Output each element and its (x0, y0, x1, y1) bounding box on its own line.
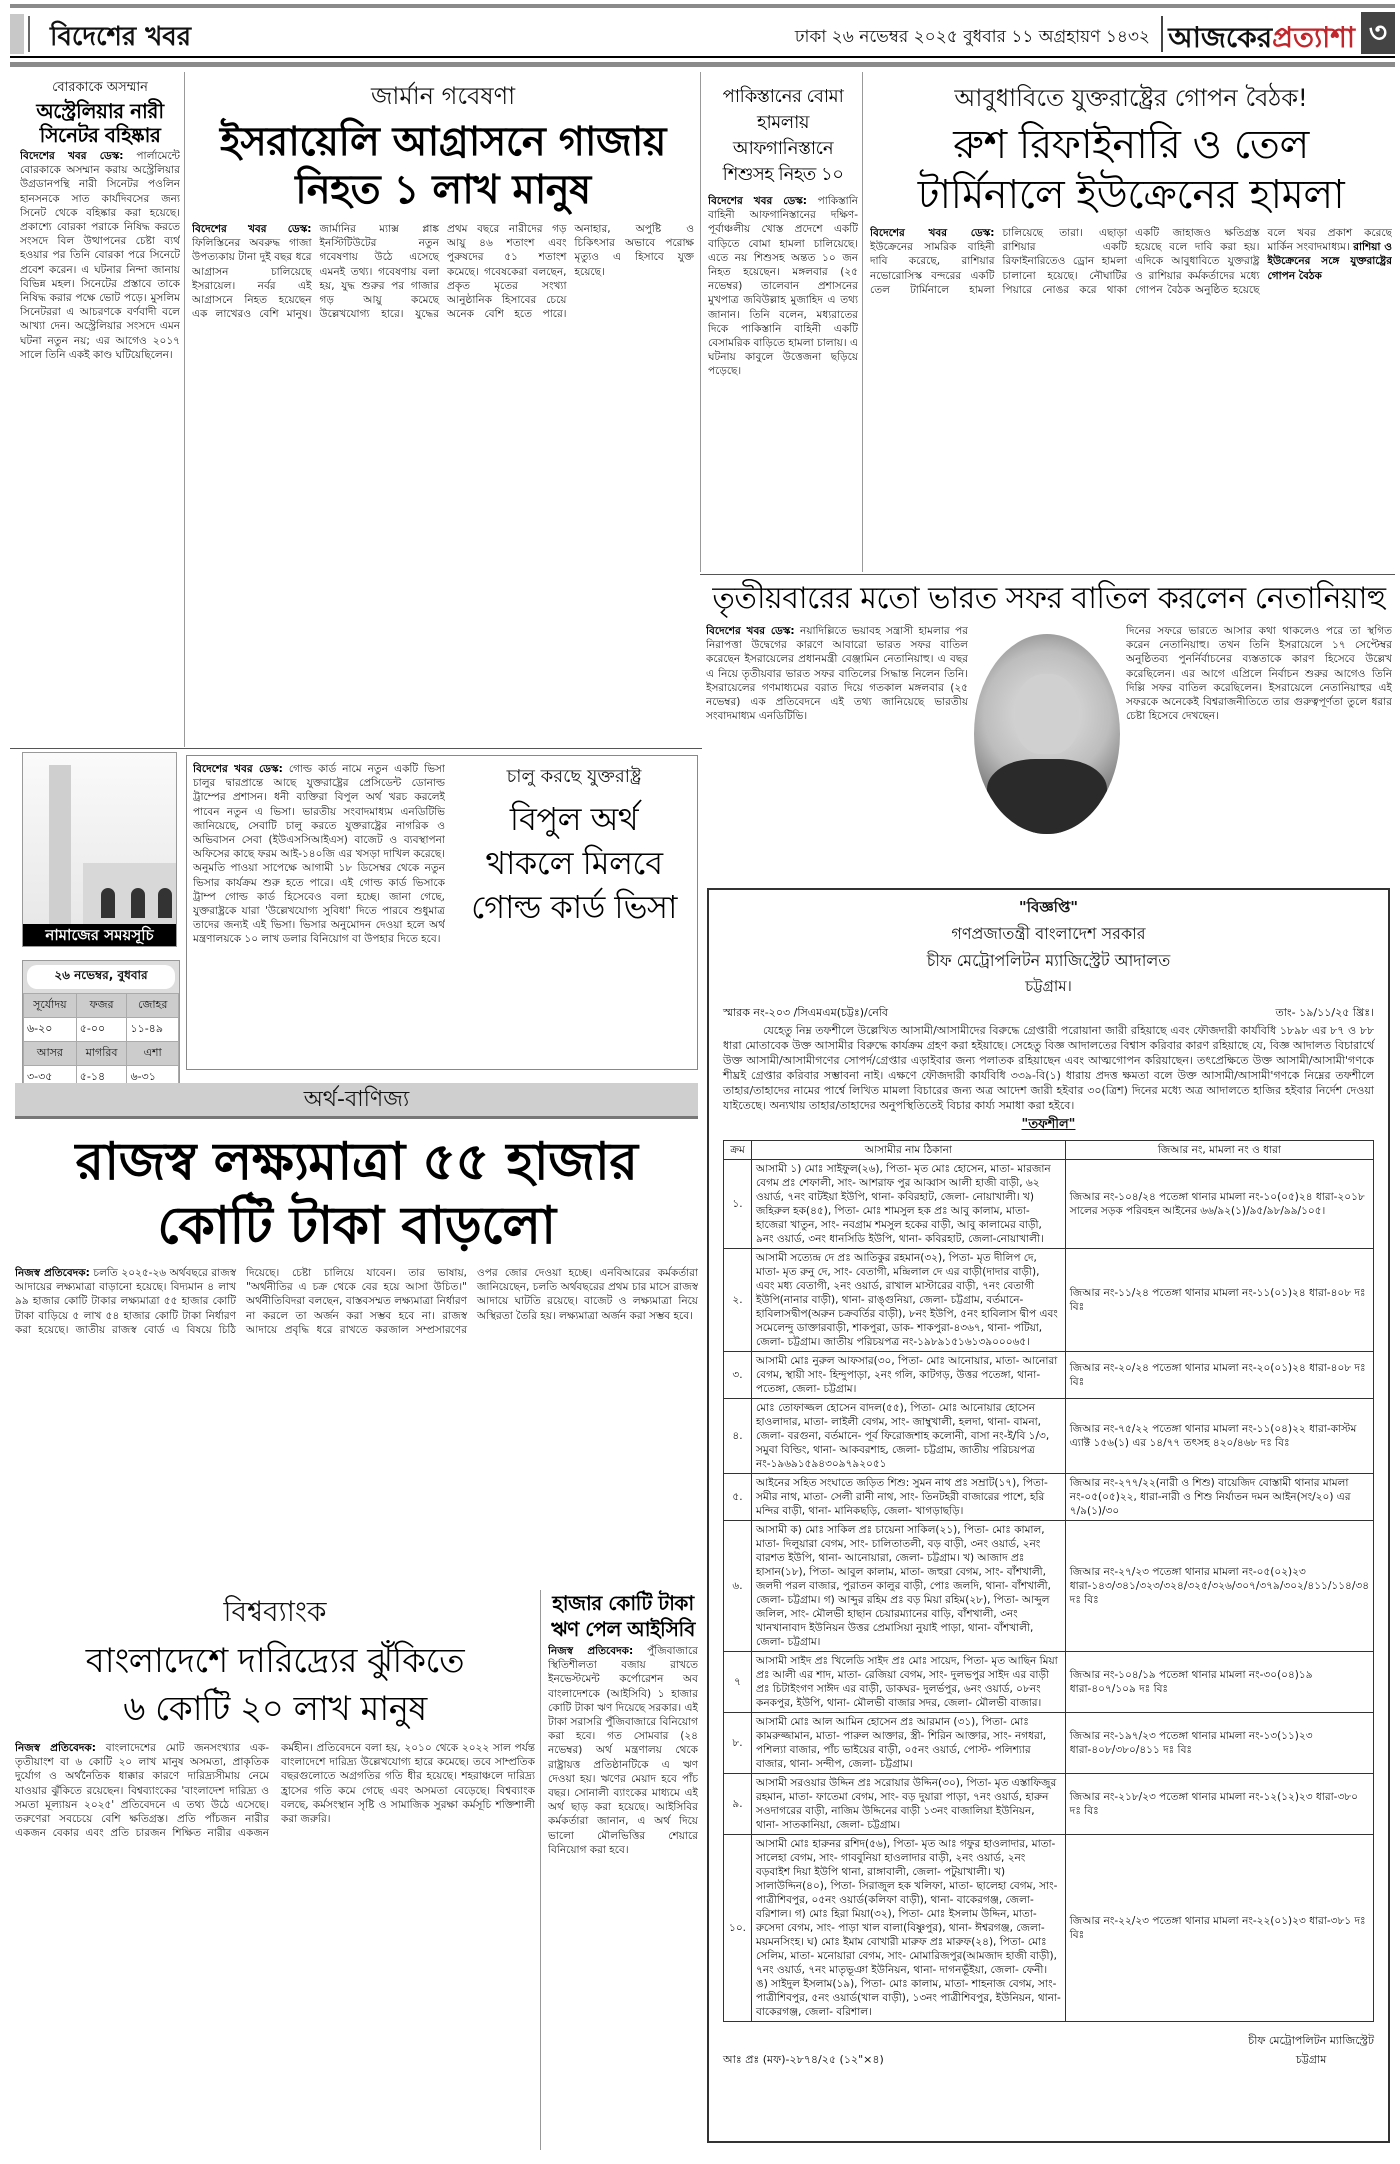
prayer-label: মাগরিব (76, 1042, 127, 1066)
prayer-time: ৬-৩১ (127, 1066, 179, 1090)
accused-details: আসামী সত্যেন্দ্র দে প্রঃ আতিকুর রহমান(৩২), পিতা- মৃত দীলিপ দে, মাতা- মৃত রুনু দে, সাং- বেতাগী, মন্দ্রিলাল দে এর বাড়ী(দাদার বাড়ী), এবং মধ্য বেতাগী, ২নং ওয়ার্ড, রাখাল মাস্টারের বাড়ী, ৭নং বেতাগী ইউপি(নানার বাড়ী), থানা- রাঙ্গুনিয়া, জেলা- চট্টগ্রাম, বর্তমানে- হাবিলাসদ্বীপ(অরুন চক্রবর্তির বাড়ী), ৮নং ইউপি, ৫নং হাবিলাস দ্বীপ এবং সমেলেন্দু ডাক্তারবাড়ী, শাকপুরা, ডাক- শাকপুরা-৪৩৬৭, থানা- পটিয়া, জেলা- চট্টগ্রাম। জাতীয় পরিচয়পত্র নং-১৯৮৯১৫১৬১৩৯০০০৬৫। (752, 1249, 1066, 1352)
article-body (708, 194, 858, 554)
article-text: গোল্ড কার্ড নামে নতুন একটি ভিসা চালুর দ্বারপ্রান্তে আছে যুক্তরাষ্ট্রের প্রেসিডেন্ট ডোনাল্ড ট্রাম্পের প্রশাসন। ধনী ব্যক্তিরা বিপুল অর্থ খরচ করলেই পাবেন নতুন এ ভিসা। ভারতীয় সংবাদমাধ্যম এনডিটিভি জানিয়েছে, সেবাটি চালু করতে যুক্তরাষ্ট্রের নাগরিক ও অভিবাসন সেবা (ইউএসসিআইএস) বাজেট ও ব্যবস্থাপনা অফিসের কাছে ফরম আই-১৪০জি এর খসড়া দাখিল করেছে। অনুমতি পাওয়া সাপেক্ষে আগামী ১৮ ডিসেম্বর থেকে নতুন ভিসার কার্যক্রম শুরু হতে পারে। এই গোল্ড কার্ড ভিসাকে ট্রাম্প গোল্ড কার্ড হিসেবেও বলা হচ্ছে। জানা গেছে, যুক্তরাষ্ট্রকে যারা 'উল্লেখযোগ্য সুবিধা' দিতে পারবে শুধুমাত্র তাদের জন্যই এই ভিসা। ভিসার অনুমোদন দেওয়া হলে অর্থ মন্ত্রণালয়কে ১০ লাখ ডলার বিনিয়োগ বা উপহার দিতে হবে। (193, 763, 445, 946)
headline: তৃতীয়বারের মতো ভারত সফর বাতিল করলেন নেতানিয়াহু (712, 581, 1386, 616)
article-text: চলতি ২০২৫-২৬ অর্থবছরে রাজস্ব আদায়ের লক্ষ্যমাত্রা বাড়ানো হয়েছে। বিদ্যমান ৪ লাখ ৯৯ হাজার কোটি টাকার লক্ষ্যমাত্রা ৫৫ হাজার কোটি টাকা বাড়িয়ে ৫ লাখ ৫৪ হাজার কোটি টাকা নির্ধারণ করা হয়েছে। জাতীয় রাজস্ব বোর্ড এ বিষয়ে চিঠি দিয়েছে। চেষ্টা চালিয়ে যাবেন। তার ভাষায়, "অর্থনীতির এ চক্র থেকে বের হয়ে আসা উচিত।" অর্থনীতিবিদরা বলছেন, বাস্তবসম্মত লক্ষ্যমাত্রা নির্ধারণ না করলে তা অর্জন করা সম্ভব হবে না। রাজস্ব আদায়ে প্রবৃদ্ধি ধরে রাখতে করজাল সম্প্রসারণের ওপর জোর দেওয়া হচ্ছে। এনবিআরের কর্মকর্তারা জানিয়েছেন, চলতি অর্থবছরের প্রথম চার মাসে রাজস্ব আদায়ে ঘাটতি রয়েছে। বাজেট ও লক্ষ্যমাত্রা নিয়ে অস্থিরতা তৈরি হয়। লক্ষ্যমাত্রা অর্জন করা সম্ভব হবে। (15, 1267, 698, 1336)
case-details: জিআর নং-১৯৭/২৩ পতেঙ্গা থানার মামলা নং-১৩(১১)২৩ ধারা-৪০৮/৩৮০/৪১১ দঃ বিঃ (1065, 1713, 1373, 1774)
case-details: জিআর নং-১০৪/২৪ পতেঙ্গা থানার মামলা নং-১০(০৫)২৪ ধারা-২০১৮ সালের সড়ক পরিবহন আইনের ৬৬/৯২(১)/৯৫/৯৮/৯৯/১০৫। (1065, 1160, 1373, 1249)
signature-block (1248, 2032, 1374, 2070)
kicker: জার্মান গবেষণা (370, 82, 516, 110)
section-rule (700, 574, 1395, 575)
column-header: ক্রম (724, 1141, 752, 1160)
notice-ref-line (723, 1004, 1374, 1023)
subhead: রাশিয়া ও ইউক্রেনের সঙ্গে যুক্তরাষ্ট্রের গোপন বৈঠক (1267, 241, 1392, 282)
case-details: জিআর নং-২০/২৪ পতেঙ্গা থানার মামলা নং-২০(০১)২৪ ধারা-৪০৮ দঃ বিঃ (1065, 1352, 1373, 1399)
schedule-row (724, 1835, 1374, 2022)
article-body (15, 1266, 698, 1566)
serial-number: ৭ (724, 1652, 752, 1713)
prayer-time: ৫-১৪ (76, 1066, 127, 1090)
prayer-date: ২৬ নভেম্বর, বুধবার (27, 965, 175, 989)
face-shape (1015, 674, 1079, 754)
headline: রুশ রিফাইনারি ও তেল (953, 122, 1309, 168)
accused-details: আসামী মোঃ আল আমিন হোসেন প্রঃ আরমান (৩১), পিতা- মোঃ কামরুজ্জামান, মাতা- পারুল আক্তার, স্ত্রী- শিরিন আক্তার, সাং- নগধরা, পশিল্যা বাজার, পাঁচ ভাইয়ের বাড়ী, ০৫নং ওয়ার্ড, পোস্ট- পলিশ্যার বাজার, থানা- সন্দীপ, জেলা- চট্টগ্রাম। (752, 1713, 1066, 1774)
prayer-times-table (22, 960, 180, 1091)
accused-details: আইনের সহিত সংঘাতে জড়িত শিশু: সুমন নাথ প্রঃ সম্রাট(১৭), পিতা- সমীর নাথ, মাতা- সেলী রানী নাথ, সাং- তিনটহরী বাজারের পাশে, হরি মন্দির বাড়ী, থানা- মানিকছড়ি, জেলা- খাগড়াছড়ি। (752, 1474, 1066, 1521)
column-rule (862, 72, 863, 572)
headline: সিনেটর বহিষ্কার (39, 123, 161, 147)
article-australia (20, 78, 180, 739)
article-text: দিনের সফরে ভারতে আসার কথা থাকলেও পরে তা স্থগিত করেন নেতানিয়াহু। তখন তিনি ইসরায়েলে ১৭ সেপ্টেম্বর অনুষ্ঠিতব্য পুনর্নির্বাচনের ব্যস্ততাকে কারণ হিসেবে উল্লেখ করেছিলেন। এর আগে এপ্রিলে নির্বাচন শুরুর আগেও তিনি দিল্লি সফর বাতিল করেছিলেন। ইসরায়েলে নেতানিয়াহুর এই সফরকে অনেকেই বিশ্বরাজনীতিতে তার গুরুত্বপূর্ণতা তুলে ধরার চেষ্টা হিসেবে দেখছেন। (1126, 625, 1392, 723)
headline: নিহত ১ লাখ মানুষ (295, 167, 591, 213)
byline: নিজস্ব প্রতিবেদক: (548, 1645, 634, 1657)
brand-prefix: আজকের (1168, 21, 1273, 54)
prayer-time: ৬-২০ (24, 1018, 77, 1042)
headline: কোটি টাকা বাড়লো (157, 1196, 556, 1256)
schedule-row (724, 1521, 1374, 1652)
prayer-time: ৫-০০ (76, 1018, 127, 1042)
schedule-row (724, 1352, 1374, 1399)
prayer-time: ১১-৪৯ (127, 1018, 179, 1042)
kicker: চালু করছে যুক্তরাষ্ট্র (506, 766, 642, 787)
kicker: বিশ্বব্যাংক (223, 1595, 327, 1628)
prayer-label: আসর (24, 1042, 77, 1066)
court-notice (707, 888, 1390, 2143)
prayer-label: সূর্যোদয় (24, 994, 77, 1018)
article-text: নয়াদিল্লিতে ভয়াবহ সন্ত্রাসী হামলার পর নিরাপত্তা উদ্বেগের কারণে আবারো ভারত সফর বাতিল করেছেন ইসরায়েলের প্রধানমন্ত্রী বেঞ্জামিন নেতানিয়াহু। এ বছর এ নিয়ে তৃতীয়বার ভারত সফর বাতিলের সিদ্ধান্ত নিলেন তিনি। ইসরায়েলের গণমাধ্যমের বরাত দিয়ে গতকাল মঙ্গলবার (২৫ নভেম্বর) এক প্রতিবেদনে এই তথ্য জানিয়েছে ভারতীয় সংবাদমাধ্যম এনডিটিভি। (706, 625, 968, 723)
article-body-right (1126, 624, 1392, 874)
schedule-row (724, 1713, 1374, 1774)
accused-details: আসামী মোঃ হারুনর রশিদ(৫৬), পিতা- মৃত আঃ গফুর হাওলাদার, মাতা- সালেহা বেগম, সাং- গাববুনিয়া হাওলাদার বাড়ী, ২নং ওয়ার্ড, ২নং বড়বাইশ দিয়া ইউপি থানা, রাঙ্গাবালী, জেলা- পটুয়াখালী। খ) সালাউদ্দিন(৪০), পিতা- সিরাজুল হক খলিফা, মাতা- ছালেহা বেগম, সাং- পাত্রীশিবপুর, ০৫নং ওয়ার্ড(কলিফা বাড়ী), থানা- বাকেরগঞ্জ, জেলা- বরিশাল। গ) মোঃ হিরা মিয়া(৩২), পিতা- মোঃ ইসলাম উদ্দিন, মাতা- রুসেদা বেগম, সাং- পাড়া খাল বালা(বিষ্ণুপুর), থানা- ঈশ্বরগঞ্জ, জেলা- ময়মনসিংহ। ঘ) মোঃ ইমাম বোখারী মারুফ প্রঃ মারুফ(২৪), পিতা- মোঃ সেলিম, মাতা- মনোয়ারা বেগম, সাং- মোমারিজপুর(আমজাদ হাজী বাড়ী), ৭নং ওয়ার্ড, ৭নং মাতৃভূঞা ইউনিয়ন, থানা- দাগনভূঁইয়া, জেলা- ফেনী। ঙ) সাইদুল ইসলাম(১৯), পিতা- মোঃ কালাম, মাতা- শাহনাজ বেগম, সাং- পাত্রীশিবপুর, ৫নং ওয়ার্ড(খাল বাড়ী), ১৩নং পাত্রীশিবপুর, ইউনিয়ন, থানা- বাকেরগঞ্জ, জেলা- বরিশাল। (752, 1835, 1066, 2022)
arch-shape (158, 888, 172, 918)
headline: থাকলে মিলবে (485, 844, 663, 882)
accused-details: আসামী সাইদ প্রঃ খিলেডি সাইদ প্রঃ মোঃ সায়েদ, পিতা- মৃত আছিন মিয়া প্রঃ আলী এর শাদ, মাতা- রেজিয়া বেগম, সাং- দুলভপুর সাইদ এর বাড়ী প্রঃ চিটাইংগণ সাঈদ এর বাড়ী, ডাকঘর- দুলর্ভপুর, ৬নং ওয়ার্ড, ০৮নং কনকপুর, ইউপি, থানা- মৌলভী বাজার সদর, জেলা- মৌলভী বাজার। (752, 1652, 1066, 1713)
headline: অস্ট্রেলিয়ার নারী (36, 99, 164, 123)
byline: বিদেশের খবর ডেস্ক: (20, 150, 124, 162)
article-body (192, 222, 694, 767)
serial-number: ৮. (724, 1713, 752, 1774)
byline: বিদেশের খবর ডেস্ক: (193, 763, 283, 775)
byline: বিদেশের খবর ডেস্ক: (870, 227, 995, 239)
dateline: ঢাকা ২৬ নভেম্বর ২০২৫ বুধবার ১১ অগ্রহায়ণ ১৪৩২ (794, 27, 1150, 47)
case-details: জিআর নং-৭৫/২২ পতেঙ্গা থানার মামলা নং-১১(০৪)২২ ধারা-কাস্টম এ্যাক্ট ১৫৬(১) এর ১৪/৭৭ তৎসহ ৪২০/৪৬৮ দঃ বিঃ (1065, 1399, 1373, 1474)
masthead (10, 10, 1395, 56)
accused-details: আসামী ১) মোঃ সাইফুল(২৬), পিতা- মৃত মোঃ হোসেন, মাতা- মারজান বেগম প্রঃ শেফালী, সাং- আশরাফ পুর আব্বাস আলী হাজী বাড়ী, ৬২ ওয়ার্ড, ৭নং বাটইয়া ইউপি, থানা- কবিরহাট, জেলা- নোয়াখালী। খ) জহিরুল হক(৪৫), পিতা- মোঃ শামসুল হক প্রঃ আবু কালাম, মাতা- হাজেরা খাতুন, সাং- নবগ্রাম শমসুল হকের বাড়ী, আবু কালামের বাড়ী, ৯নং ওয়ার্ড, ৩নং ধানসিডি ইউপি, থানা- কবিরহাট, জেলা-নোয়াখালী। (752, 1160, 1066, 1249)
article-body (548, 1644, 698, 2144)
article-text: ফিলিস্তিনের অবরুদ্ধ গাজা উপত্যকায় টানা দুই বছর ধরে আগ্রাসন চালিয়েছে ইসরায়েল। নর্বর এই আগ্রাসনে নিহত হয়েছেন এক লাখেরও বেশি মানুষ। জার্মানির ম্যাক্স প্লাঙ্ক ইনস্টিটিউটের নতুন গবেষণায় উঠে এসেছে এমনই তথ্য। গবেষণায় বলা হয়, যুদ্ধ শুরুর পর গাজার গড় আয়ু কমেছে উল্লেখযোগ্য হারে। যুদ্ধের প্রথম বছরে নারীদের গড় আয়ু ৪৬ শতাংশ এবং পুরুষদের ৫১ শতাংশ কমেছে। গবেষকেরা বলছেন, প্রকৃত মৃতের সংখ্যা আনুষ্ঠানিক হিসাবের চেয়ে অনেক বেশি হতে পারে। অনাহার, অপুষ্টি ও চিকিৎসার অভাবে পরোক্ষ মৃত্যুও এ হিসাবে যুক্ত হয়েছে। (192, 223, 694, 321)
serial-number: ৩. (724, 1352, 752, 1399)
arch-shape (131, 888, 145, 918)
page-tab (10, 14, 24, 54)
schedule-row (724, 1652, 1374, 1713)
serial-number: ২. (724, 1249, 752, 1352)
article-worldbank (15, 1590, 535, 2151)
column-header: জিআর নং, মামলা নং ও ধারা (1065, 1141, 1373, 1160)
article-russia (870, 80, 1392, 561)
memo-number: স্মারক নং-২০৩ /সিএমএম(চট্টঃ)/নেবি (723, 1006, 889, 1019)
article-text: পাকিস্তানি বাহিনী আফগানিস্তানের দক্ষিণ-পূর্বাঞ্চলীয় খোস্ত প্রদেশে একটি বাড়িতে বোমা হামলা চালিয়েছে। এতে নয় শিশুসহ অন্তত ১০ জন নিহত হয়েছেন। মঙ্গলবার (২৫ নভেম্বর) তালেবান প্রশাসনের মুখপাত্র জবিউল্লাহ মুজাহিদ এ তথ্য জানান। তিনি বলেন, মধ্যরাতের দিকে পাকিস্তানি বাহিনী একটি বেসামরিক বাড়িতে হামলা চালায়। এ ঘটনায় কাবুলে উত্তেজনা ছড়িয়ে পড়েছে। (708, 195, 858, 378)
headline: পাকিস্তানের বোমা হামলায় আফগানিস্তানে শিশুসহ নিহত ১০ (722, 86, 844, 185)
notice-body: যেহেতু নিম্ন তফশীলে উল্লেখিত আসামী/আসামীদের বিরুদ্ধে গ্রেপ্তারী পরোয়ানা জারী রহিয়াছে এবং ফৌজদারী কার্যবিধি ১৮৯৮ এর ৮৭ ও ৮৮ ধারা মোতাবেক উক্ত আসামীর বিরুদ্ধে কার্যক্রম গ্রহণ করা হইয়াছে। সেহেতু বিজ্ঞ আদালতের বিশ্বাস করিবার কারণ রহিয়াছে যে, বিজ্ঞ আদালত বিচারার্থে উক্ত আসামী/আসামীগণের সোপর্দ/গ্রেপ্তার এড়াইবার জন্য পলাতক রহিয়াছেন এবং আত্মগোপন করিয়াছেন। তৎপ্রেক্ষিতে উক্ত আসামী/আসামী'গণকে শীঘ্রই গ্রেপ্তার করিবার সম্ভাবনা নাই। এক্ষণে ফৌজদারী কার্যবিধি ৩৩৯-বি(১) ধারায় প্রদত্ত ক্ষমতা বলে উক্ত আসামী/আসামী'গণকে নিম্নের তফশীলে তাহার/তাহাদের নামের পার্শ্বে লিখিত মামলা বিচারের জন্য অত্র আদেশ জারী হইবার ৩০(ত্রিশ) দিনের মধ্যে অত্র আদালতে হাজির হইবার নির্দেশ দেওয়া যাইতেছে। অন্যথায় তাহার/তাহাদের অনুপস্থিতিতেই বিচার কার্য্য সমাধা করা হইবে। (723, 1024, 1374, 1112)
prayer-caption: নামাজের সময়সূচি (23, 924, 176, 946)
headline: ৬ কোটি ২০ লাখ মানুষ (123, 1689, 427, 1729)
masthead-rule (10, 56, 1395, 58)
schedule-table (723, 1140, 1374, 2022)
notice-title: "বিজ্ঞপ্তি" (1018, 898, 1079, 916)
article-body (20, 149, 180, 739)
schedule-title: "তফশীল" (1021, 1117, 1076, 1132)
article-icb (548, 1590, 698, 2144)
case-details: জিআর নং-২৭/২৩ পতেঙ্গা থানার মামলা নং-০৫(০২)২৩ ধারা-১৪৩/৩৪১/৩২৩/৩২৪/৩২৫/৩২৬/৩০৭/৩৭৯/৩০২/৪১১/১১৪/৩৪ দঃ বিঃ (1065, 1521, 1373, 1652)
section-name: বিদেশের খবর (50, 22, 192, 52)
article-goldcard (186, 755, 698, 1070)
article-body-left (706, 624, 968, 874)
ad-reference: আঃ প্রঃ (মফ)-২৮৭৪/২৫ (১২"×৪) (723, 2053, 884, 2066)
page-number: ৩ (1361, 12, 1395, 54)
byline: বিদেশের খবর ডেস্ক: (706, 625, 795, 637)
case-details: জিআর নং-২৭৭/২২(নারী ও শিশু) বায়েজিদ বোস্তামী থানার মামলা নং-০৫(০৫)২২, ধারা-নারী ও শিশু নির্যাতন দমন আইন(সং/২০) এর ৭/৯(১)/৩০ (1065, 1474, 1373, 1521)
article-text: ইউক্রেনের সামরিক বাহিনী দাবি করেছে, রাশিয়ার নভোরোসিস্ক বন্দরের একটি তেল টার্মিনালে হামলা চালিয়েছে তারা। এছাড়া রাশিয়ার একটি রিফাইনারিতেও ড্রোন হামলা চালানো হয়েছে। নৌঘাটির পিয়ারে নোঙর করে থাকা একটি জাহাজও ক্ষতিগ্রস্ত হয়েছে বলে দাবি করা হয়। এদিকে আবুধাবিতে যুক্তরাষ্ট্র ও রাশিয়ার কর্মকর্তাদের মধ্যে গোপন বৈঠক অনুষ্ঠিত হয়েছে বলে খবর প্রকাশ করেছে মার্কিন সংবাদমাধ্যম। (870, 227, 1392, 296)
article-text: পার্লামেন্টে বোরকাকে অসম্মান করায় অস্ট্রেলিয়ার উগ্রডানপন্থি নারী সিনেটর পওলিন হানসনকে সাত কার্যদিবসের জন্য সিনেট থেকে বহিষ্কার করা হয়েছে। প্রকাশ্যে বোরকা পরাকে নিষিদ্ধ করতে সংসদে বিল উত্থাপনের চেষ্টা ব্যর্থ হওয়ার পর তিনি বোরকা পরে সিনেটে প্রবেশ করেন। এ ঘটনার নিন্দা জানায় বিভিন্ন মহল। সিনেটের প্রস্তাবে তাকে নিষিদ্ধ করার পক্ষে ভোট পড়ে। মুসলিম সিনেটররা এ আচরণকে বর্ণবাদী বলে আখ্যা দেন। অস্ট্রেলিয়ার সংসদে এমন ঘটনা নতুন নয়; এর আগেও ২০১৭ সালে তিনি একই কাণ্ড ঘটিয়েছিলেন। (20, 150, 180, 361)
accused-details: আসামী মোঃ নুরুল আফসার(৩০, পিতা- মোঃ আনোয়ার, মাতা- আনোরা বেগম, স্থায়ী সাং- হিন্দুপাড়া, ২নং গলি, কাটগড়, উত্তর পতেঙ্গা, থানা- পতেঙ্গা, জেলা- চট্টগ্রাম। (752, 1352, 1066, 1399)
schedule-row (724, 1249, 1374, 1352)
column-header: আসামীর নাম ঠিকানা (752, 1141, 1066, 1160)
column-rule (540, 1590, 541, 2150)
byline: বিদেশের খবর ডেস্ক: (708, 195, 807, 207)
serial-number: ৬. (724, 1521, 752, 1652)
divider (1161, 16, 1163, 52)
article-body (15, 1741, 535, 2151)
byline: নিজস্ব প্রতিবেদক: (15, 1267, 90, 1279)
masthead-bar (10, 62, 1395, 67)
case-details: জিআর নং-২২/২৩ পতেঙ্গা থানার মামলা নং-২২(০১)২৩ ধারা-৩৮১ দঃ বিঃ (1065, 1835, 1373, 2022)
article-revenue (15, 1130, 698, 1566)
signature-title: চীফ মেট্রোপলিটন ম্যাজিস্ট্রেট (1248, 2034, 1374, 2047)
notice-date: তাং- ১৯/১১/২৫ খ্রিঃ। (1275, 1006, 1374, 1019)
serial-number: ৯. (724, 1774, 752, 1835)
serial-number: ১০. (724, 1835, 752, 2022)
minaret-shape (49, 765, 71, 925)
prayer-label: জোহর (127, 994, 179, 1018)
arch-shape (101, 888, 115, 918)
serial-number: ১. (724, 1160, 752, 1249)
mosque-image (22, 752, 177, 947)
case-details: জিআর নং-২১৮/২৩ পতেঙ্গা থানার মামলা নং-১২(১২)২৩ ধারা-৩৮০ দঃ বিঃ (1065, 1774, 1373, 1835)
byline: নিজস্ব প্রতিবেদক: (15, 1742, 96, 1754)
article-body (870, 226, 1392, 561)
kicker: আবুধাবিতে যুক্তরাষ্ট্রের গোপন বৈঠক! (954, 84, 1308, 112)
article-gaza (192, 78, 694, 767)
goldcard-headline-block (455, 762, 693, 929)
byline: বিদেশের খবর ডেস্ক: (192, 223, 312, 235)
accused-details: আসামী ক) মোঃ সাকিল প্রঃ চায়েনা সাকিল(২১), পিতা- মোঃ কামাল, মাতা- দিলুয়ারা বেগম, সাং- চালিতাতলী, বড় বাড়ী, ৩নং ওয়ার্ড, ২নং বারশত ইউপি, থানা- আনোয়ারা, জেলা- চট্টগ্রাম। খ) আজাদ প্রঃ হাসান(১৮), পিতা- আবুল কালাম, মাতা- জহুরা বেগম, সাং- বাঁশখালী, জলদী পরল বাজার, পুরাতন কালুর বাড়ী, পোঃ জলদি, থানা- বাঁশখালী, জেলা- চট্টগ্রাম। গ) আব্দুর রহিম প্রঃ বড় মিয়া রহিম(২৮), পিতা- আব্দুল জলিল, সাং- মৌলভী হাছান চেয়ারম্যানের বাড়ি, বাঁশখালী, ৩নং খানখানাবাদ ইউনিয়ন উত্তর প্রেমাসিয়া নুয়াই পাড়া, থানা- বাঁশখালী, জেলা- চট্টগ্রাম। (752, 1521, 1066, 1652)
top-rule (10, 4, 1395, 8)
accused-details: আসামী সরওয়ার উদ্দিন প্রঃ সরোয়ার উদ্দিন(৩০), পিতা- মৃত এস্তাফিজুর রহমান, মাতা- ফাতেমা বেগম, সাং- বড় দুয়ারা পাড়া, ৭নং ওয়ার্ড, হারুন সওদাগরের বাড়ী, নাজিম উদ্দিনের বাড়ী ১৩নং বাজালিয়া ইউনিয়ন, থানা- সাতকানিয়া, জেলা- চট্টগ্রাম। (752, 1774, 1066, 1835)
schedule-row (724, 1474, 1374, 1521)
brand-accent: প্রত্যাশা (1272, 21, 1355, 54)
article-netanyahu (706, 578, 1392, 878)
divider (28, 16, 30, 52)
article-pakistan (708, 84, 858, 554)
headline: ইসরায়েলি আগ্রাসনে গাজায় (220, 119, 666, 165)
column-rule (184, 72, 185, 747)
headline: বিপুল অর্থ (509, 800, 639, 838)
prayer-label: এশা (127, 1042, 179, 1066)
notice-government: গণপ্রজাতন্ত্রী বাংলাদেশ সরকার (951, 924, 1146, 943)
article-text: পুঁজিবাজারে স্থিতিশীলতা বজায় রাখতে ইনভেস্টমেন্ট কর্পোরেশন অব বাংলাদেশকে (আইসিবি) ১ হাজার কোটি টাকা ঋণ দিয়েছে সরকার। এই টাকা সরাসরি পুঁজিবাজারে বিনিয়োগ করা হবে। গত সোমবার (২৪ নভেম্বর) অর্থ মন্ত্রণালয় থেকে রাষ্ট্রায়ত্ত প্রতিষ্ঠানটিকে এ ঋণ দেওয়া হয়। ঋণের মেয়াদ হবে পাঁচ বছর। সোনালী ব্যাংকের মাধ্যমে এই অর্থ ছাড় করা হয়েছে। আইসিবির কর্মকর্তারা জানান, এ অর্থ দিয়ে ভালো মৌলভিত্তির শেয়ারে বিনিয়োগ করা হবে। (548, 1645, 698, 1856)
prayer-label: ফজর (76, 994, 127, 1018)
signature-city: চট্টগ্রাম (1295, 2053, 1327, 2066)
headline: টার্মিনালে ইউক্রেনের হামলা (917, 172, 1345, 218)
section-label-finance: অর্থ-বাণিজ্য (15, 1083, 698, 1119)
notice-footer (723, 2032, 1374, 2070)
column-rule (700, 72, 701, 572)
case-details: জিআর নং-১১/২৪ পতেঙ্গা থানার মামলা নং-১১(০১)২৪ ধারা-৪০৮ দঃ বিঃ (1065, 1249, 1373, 1352)
kicker: বোরকাকে অসম্মান (52, 80, 148, 95)
serial-number: ৫. (724, 1474, 752, 1521)
accused-details: মোঃ তোফাজ্জল হোসেন বাদল(৫৫), পিতা- মোঃ আনোয়ার হোসেন হাওলাদার, মাতা- লাইলী বেগম, সাং- জাম্বুখালী, হলদা, থানা- বামনা, জেলা- বরগুনা, বর্তমানে- পূর্ব ফিরোজশাহ কলোনী, বাসা নং-ই/বি ১/৩, সমুবা বিল্ডিং, থানা- আকবরশাহ, জেলা- চট্টগ্রাম, জাতীয় পরিচয়পত্র নং-১৯৬৯১৫৯৪৩০৯৭৯২০৫১ (752, 1399, 1066, 1474)
prayer-time: ৩-৩৫ (24, 1066, 77, 1090)
headline: হাজার কোটি টাকা (552, 1591, 694, 1615)
headline: ঋণ পেল আইসিবি (551, 1617, 695, 1641)
headline: বাংলাদেশে দারিদ্র্যের ঝুঁকিতে (85, 1641, 465, 1681)
schedule-row (724, 1774, 1374, 1835)
schedule-row (724, 1160, 1374, 1249)
article-body (193, 762, 445, 1062)
netanyahu-photo (974, 634, 1120, 834)
headline: রাজস্ব লক্ষ্যমাত্রা ৫৫ হাজার (75, 1132, 638, 1192)
serial-number: ৪. (724, 1399, 752, 1474)
notice-city: চট্টগ্রাম। (1025, 977, 1072, 995)
section-rule (10, 748, 702, 749)
case-details: জিআর নং-১০৪/১৯ পতেঙ্গা থানার মামলা নং-৩০(০৪)১৯ ধারা-৪০৭/১০৯ দঃ বিঃ (1065, 1652, 1373, 1713)
article-text: বাংলাদেশের মোট জনসংখ্যার এক-তৃতীয়াংশ বা ৬ কোটি ২০ লাখ মানুষ অসমতা, প্রাকৃতিক দুর্যোগ ও অর্থনৈতিক ধাক্কার কারণে দারিদ্র্যসীমায় নেমে যাওয়ার ঝুঁকিতে রয়েছেন। বিশ্বব্যাংকের 'বাংলাদেশ দারিদ্র্য ও সমতা মূল্যায়ন ২০২৫' প্রতিবেদনে এ তথ্য উঠে এসেছে। তরুণেরা সবচেয়ে বেশি ক্ষতিগ্রস্ত। প্রতি পাঁচজন নারীর একজন বেকার এবং প্রতি চারজন শিক্ষিত নারীর একজন কর্মহীন। প্রতিবেদনে বলা হয়, ২০১০ থেকে ২০২২ সাল পর্যন্ত বাংলাদেশে দারিদ্র্য উল্লেখযোগ্য হারে কমেছে। তবে সাম্প্রতিক বছরগুলোতে অগ্রগতির গতি ধীর হয়েছে। শহরাঞ্চলে দারিদ্র্য হ্রাসের গতি কমে গেছে এবং অসমতা বেড়েছে। বিশ্বব্যাংক বলছে, কর্মসংস্থান সৃষ্টি ও সামাজিক সুরক্ষা কর্মসূচি শক্তিশালী করা জরুরি। (15, 1742, 535, 1840)
suit-shape (987, 759, 1107, 834)
notice-court: চীফ মেট্রোপলিটন ম্যাজিস্ট্রেট আদালত (926, 951, 1171, 970)
headline: গোল্ড কার্ড ভিসা (471, 888, 677, 926)
schedule-row (724, 1399, 1374, 1474)
